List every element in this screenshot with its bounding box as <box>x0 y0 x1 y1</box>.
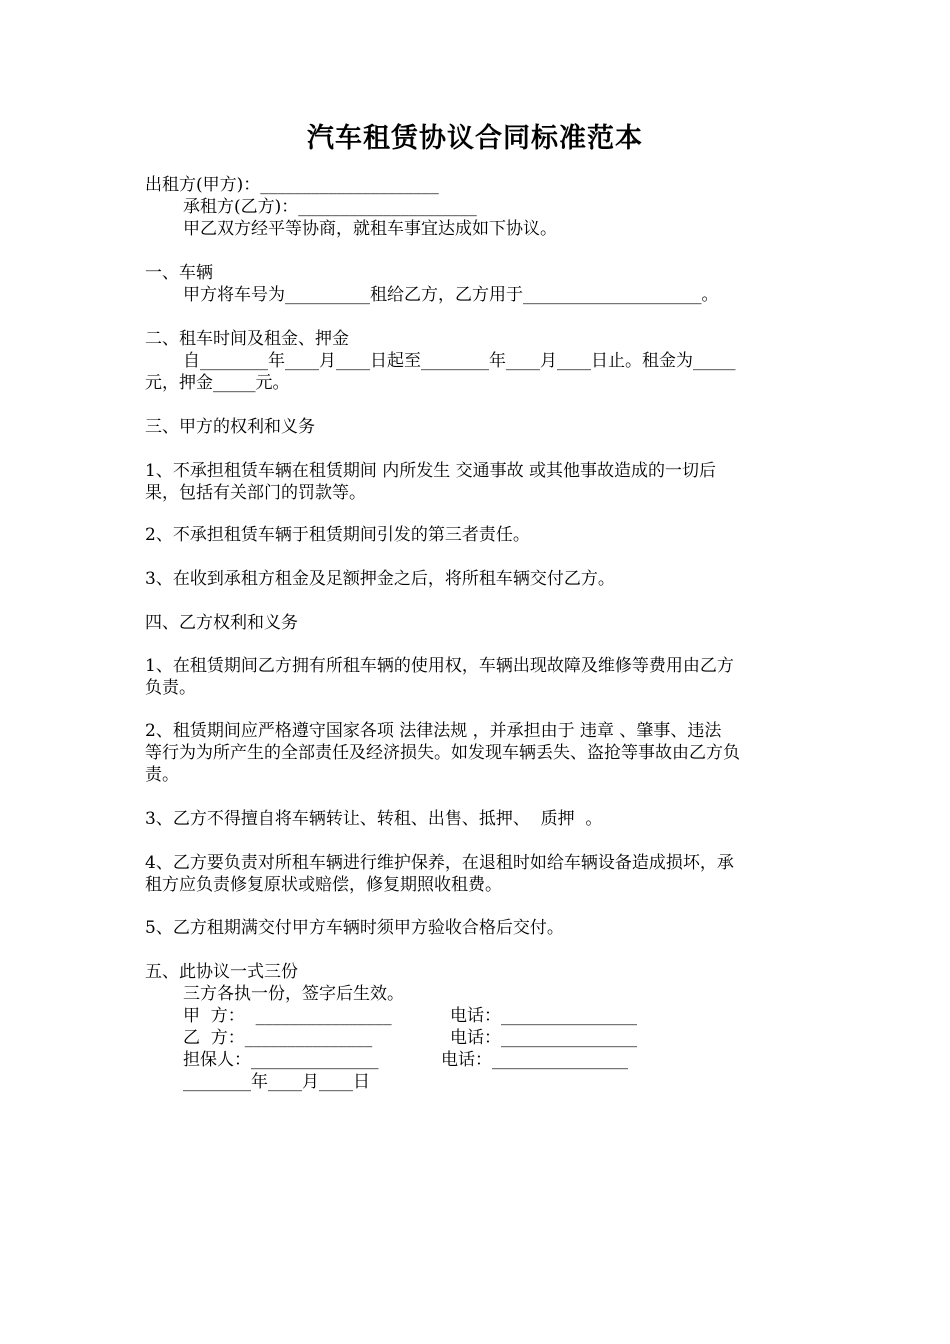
section-2-heading: 二、租车时间及租金、押金 <box>145 329 349 349</box>
section-3-heading: 三、甲方的权利和义务 <box>145 417 315 437</box>
section-4-heading: 四、乙方权利和义务 <box>145 613 298 633</box>
section-3-item-1-line-1: 1、不承担租赁车辆在租赁期间 内所发生 交通事故 或其他事故造成的一切后 <box>145 461 717 481</box>
lessee-line: 承租方(乙方)：_____________________ <box>183 197 477 217</box>
section-4-item-4-line-1: 4、乙方要负责对所租车辆进行维护保养，在退租时如给车辆设备造成损坏，承 <box>145 853 734 873</box>
document-title: 汽车租赁协议合同标准范本 <box>307 123 643 154</box>
signature-party-b-phone: 电话：________________ <box>450 1028 637 1048</box>
section-3-item-2: 2、不承担租赁车辆于租赁期间引发的第三者责任。 <box>145 525 530 545</box>
section-5-line: 三方各执一份，签字后生效。 <box>183 984 404 1004</box>
section-3-item-3: 3、在收到承租方租金及足额押金之后，将所租车辆交付乙方。 <box>145 569 615 589</box>
section-4-item-2-line-3: 责。 <box>145 765 179 785</box>
signature-date: ________年____月____日 <box>183 1072 370 1092</box>
section-4-item-1-line-1: 1、在租赁期间乙方拥有所租车辆的使用权，车辆出现故障及维修等费用由乙方 <box>145 656 734 676</box>
signature-guarantor: 担保人：_______________ <box>183 1050 379 1070</box>
signature-party-a: 甲 方： ________________ <box>183 1006 392 1026</box>
section-4-item-5: 5、乙方租期满交付甲方车辆时须甲方验收合格后交付。 <box>145 918 564 938</box>
section-1-heading: 一、车辆 <box>145 263 213 283</box>
signature-guarantor-phone: 电话：________________ <box>441 1050 628 1070</box>
section-4-item-3: 3、乙方不得擅自将车辆转让、转租、出售、抵押、 质押 。 <box>145 809 603 829</box>
section-1-line: 甲方将车号为__________租给乙方，乙方用于_____________________。 <box>183 285 719 305</box>
section-3-item-1-line-2: 果，包括有关部门的罚款等。 <box>145 483 366 503</box>
section-4-item-4-line-2: 租方应负责修复原状或赔偿，修复期照收租费。 <box>145 875 502 895</box>
section-4-item-2-line-2: 等行为为所产生的全部责任及经济损失。如发现车辆丢失、盗抢等事故由乙方负 <box>145 743 740 763</box>
signature-party-b: 乙 方：_______________ <box>183 1028 373 1048</box>
section-2-line-1: 自________年____月____日起至________年____月____日止。租金为_____ <box>183 351 736 371</box>
section-2-line-2: 元，押金_____元。 <box>145 373 290 393</box>
intro-line: 甲乙双方经平等协商，就租车事宜达成如下协议。 <box>183 219 557 239</box>
signature-party-a-phone: 电话：________________ <box>450 1006 637 1026</box>
section-4-item-1-line-2: 负责。 <box>145 678 196 698</box>
section-4-item-2-line-1: 2、租赁期间应严格遵守国家各项 法律法规 ，并承担由于 违章 、肇事、违法 <box>145 721 722 741</box>
section-5-heading: 五、此协议一式三份 <box>145 962 298 982</box>
lessor-line: 出租方(甲方)：_____________________ <box>145 175 439 195</box>
